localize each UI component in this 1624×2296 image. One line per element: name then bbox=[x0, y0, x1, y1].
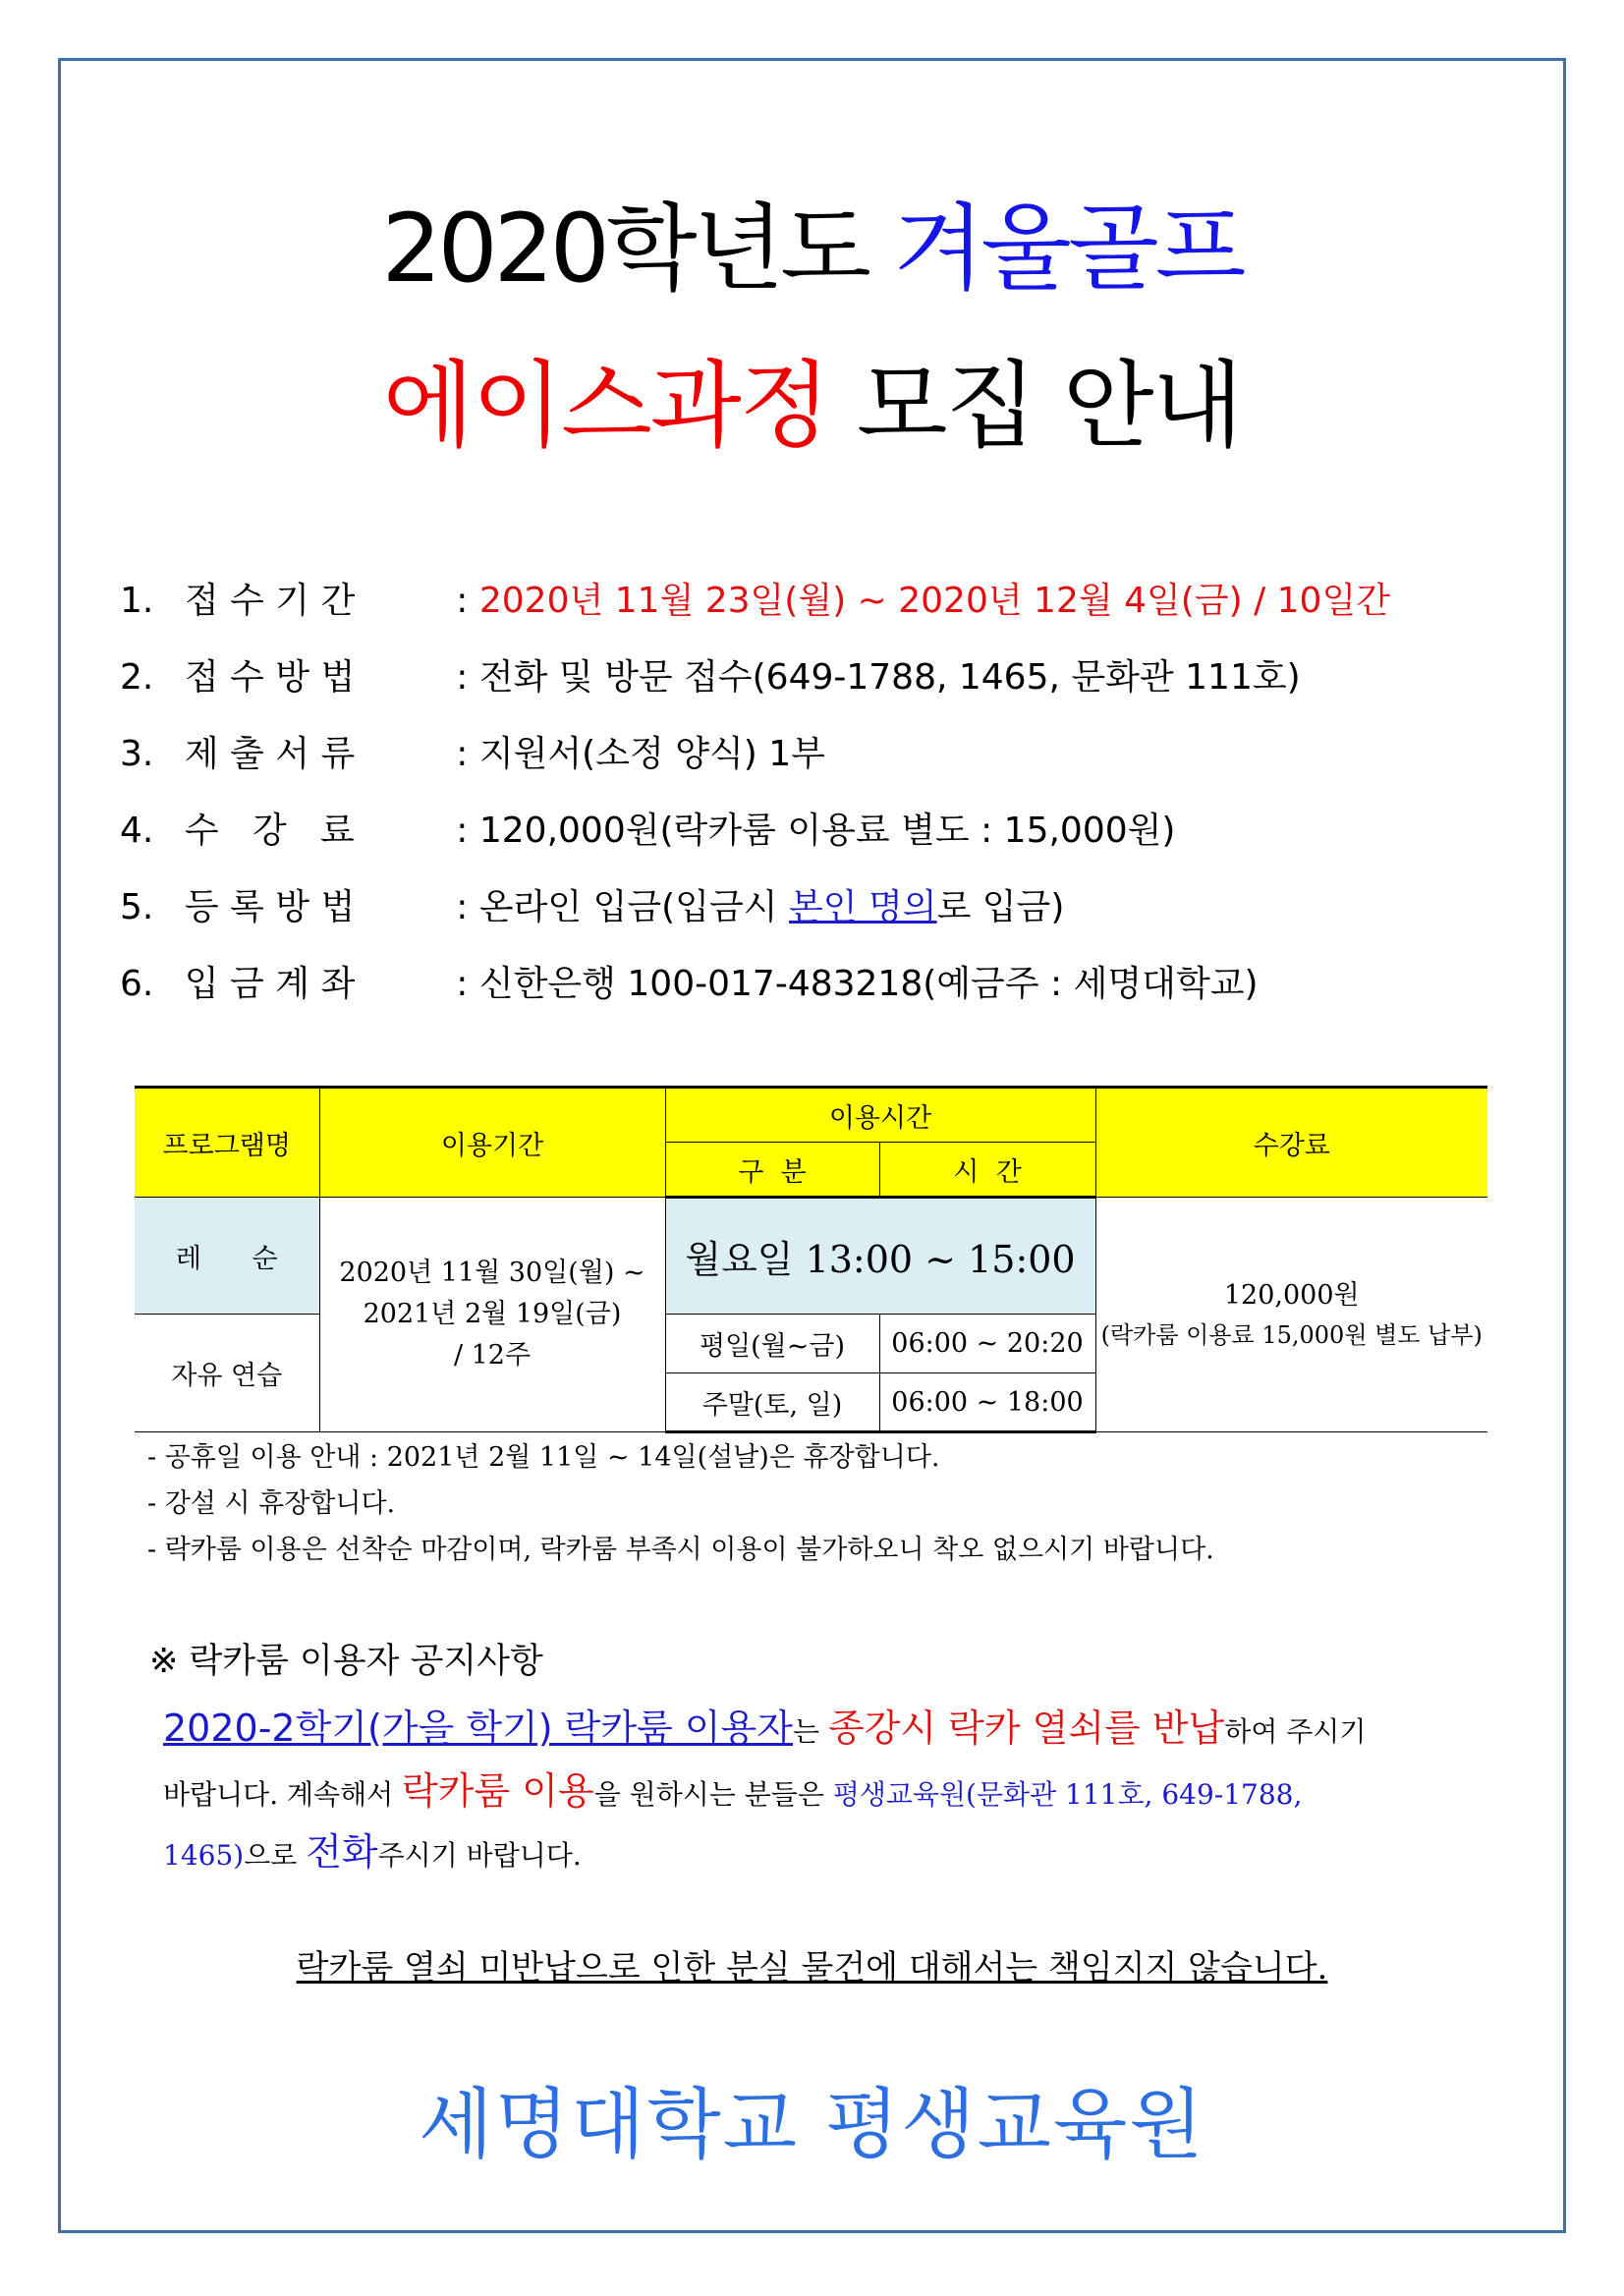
info-label: 등 록 방 법 bbox=[184, 887, 356, 927]
fee-line-2: (락카룸 이용료 15,000원 별도 납부) bbox=[1100, 1321, 1483, 1350]
notice-return-key: 종강시 락카 열쇠를 반납 bbox=[827, 1707, 1225, 1750]
notice-text: 는 bbox=[792, 1715, 828, 1748]
notice-locker-use: 락카룸 이용 bbox=[402, 1769, 594, 1813]
cell-weekend: 주말(토, 일) bbox=[665, 1373, 879, 1432]
fee-line-1: 120,000원 bbox=[1223, 1280, 1360, 1312]
info-item-method bbox=[120, 657, 1301, 698]
info-colon: : bbox=[456, 657, 469, 698]
notice-paragraph-line-1 bbox=[163, 1707, 1367, 1750]
header-program: 프로그램명 bbox=[135, 1088, 319, 1198]
title-recruit-guide: 모집 안내 bbox=[856, 351, 1242, 461]
header-period: 이용기간 bbox=[319, 1088, 665, 1198]
info-num: 1. bbox=[120, 581, 154, 621]
info-item-account bbox=[120, 964, 1259, 1004]
info-value: 2020년 11월 23일(월) ~ 2020년 12월 4일(금) / 10일간 bbox=[478, 581, 1391, 621]
note-locker: - 락카룸 이용은 선착순 마감이며, 락카룸 부족시 이용이 불가하오니 착오 없으시기 바랍니다. bbox=[147, 1535, 1214, 1565]
schedule-table bbox=[135, 1086, 1487, 1433]
info-value-tail: 로 입금) bbox=[936, 887, 1065, 927]
cell-weekday: 평일(월~금) bbox=[665, 1315, 879, 1373]
info-value: 120,000원(락카룸 이용료 별도 : 15,000원) bbox=[478, 811, 1176, 851]
info-colon: : bbox=[456, 734, 469, 774]
info-colon: : bbox=[456, 581, 469, 621]
info-item-registration bbox=[120, 887, 1065, 927]
row-free-practice: 자유 연습 bbox=[135, 1315, 319, 1432]
notice-text: 하여 주시기 bbox=[1224, 1715, 1367, 1748]
notice-text: 을 원하시는 분들은 bbox=[593, 1778, 833, 1811]
row-lesson: 레 순 bbox=[135, 1198, 319, 1315]
info-num: 5. bbox=[120, 887, 154, 927]
info-label: 접 수 기 간 bbox=[184, 581, 356, 621]
info-item-period bbox=[120, 581, 1391, 621]
info-colon: : bbox=[456, 964, 469, 1004]
title-ace-course: 에이스과정 bbox=[382, 351, 829, 461]
header-division: 구 분 bbox=[665, 1143, 879, 1198]
info-value: 신한은행 100-017-483218(예금주 : 세명대학교) bbox=[478, 964, 1259, 1004]
info-label: 접 수 방 법 bbox=[184, 657, 356, 698]
notice-paragraph-line-3 bbox=[163, 1830, 582, 1874]
notice-text: 으로 bbox=[244, 1839, 307, 1872]
notice-call: 전화 bbox=[306, 1830, 378, 1874]
info-num: 2. bbox=[120, 657, 154, 698]
notice-paragraph-line-2 bbox=[163, 1769, 1303, 1813]
info-num: 6. bbox=[120, 964, 154, 1004]
notice-office-info: 평생교육원(문화관 111호, 649-1788, bbox=[832, 1778, 1303, 1811]
title-winter-golf: 겨울골프 bbox=[893, 194, 1243, 304]
info-value: 온라인 입금(입금시 bbox=[478, 887, 789, 927]
title-line-2 bbox=[0, 351, 1624, 461]
header-hours: 시 간 bbox=[879, 1143, 1095, 1198]
header-time: 이용시간 bbox=[665, 1088, 1095, 1143]
cell-weekend-time: 06:00 ~ 18:00 bbox=[879, 1373, 1095, 1432]
period-line-2: 2021년 2월 19일(금) bbox=[363, 1299, 622, 1330]
notice-office-info-tail: 1465) bbox=[163, 1839, 245, 1872]
header-fee: 수강료 bbox=[1095, 1088, 1487, 1198]
footer-note bbox=[0, 1940, 1624, 1988]
title-year: 2020학년도 bbox=[381, 194, 868, 304]
info-num: 3. bbox=[120, 734, 154, 774]
cell-weekday-time: 06:00 ~ 20:20 bbox=[879, 1315, 1095, 1373]
notice-heading: ※ 락카룸 이용자 공지사항 bbox=[149, 1642, 543, 1681]
info-item-fee bbox=[120, 813, 1175, 849]
info-label: 수 강 료 bbox=[184, 811, 355, 851]
info-value-emphasis: 본인 명의 bbox=[789, 887, 937, 927]
info-label: 제 출 서 류 bbox=[184, 734, 356, 774]
cell-period bbox=[319, 1198, 665, 1432]
notice-locker-users: 2020-2학기(가을 학기) 락카룸 이용자 bbox=[163, 1707, 793, 1750]
note-holiday: - 공휴일 이용 안내 : 2021년 2월 11일 ~ 14일(설날)은 휴장합니다. bbox=[147, 1442, 940, 1473]
info-value: 지원서(소정 양식) 1부 bbox=[478, 734, 825, 774]
cell-fee bbox=[1095, 1198, 1487, 1432]
info-colon: : bbox=[456, 811, 469, 851]
period-line-3: / 12주 bbox=[453, 1339, 532, 1371]
notice-text: 주시기 바랍니다. bbox=[377, 1839, 582, 1872]
footer-note-text: 락카룸 열쇠 미반납으로 인한 분실 물건에 대해서는 책임지지 않습니다. bbox=[296, 1948, 1328, 1988]
period-line-1: 2020년 11월 30일(월) ~ bbox=[339, 1258, 645, 1289]
cell-lesson-time: 월요일 13:00 ~ 15:00 bbox=[665, 1198, 1095, 1315]
organization-name: 세명대학교 평생교육원 bbox=[419, 2081, 1205, 2169]
info-value: 전화 및 방문 접수(649-1788, 1465, 문화관 111호) bbox=[478, 657, 1301, 698]
info-label: 입 금 계 좌 bbox=[184, 964, 356, 1004]
title-line-1 bbox=[0, 194, 1624, 304]
notice-text: 바랍니다. 계속해서 bbox=[163, 1778, 403, 1811]
info-colon: : bbox=[456, 887, 469, 927]
note-snow: - 강설 시 휴장합니다. bbox=[147, 1488, 396, 1519]
info-num: 4. bbox=[120, 811, 154, 851]
info-item-documents bbox=[120, 734, 825, 774]
